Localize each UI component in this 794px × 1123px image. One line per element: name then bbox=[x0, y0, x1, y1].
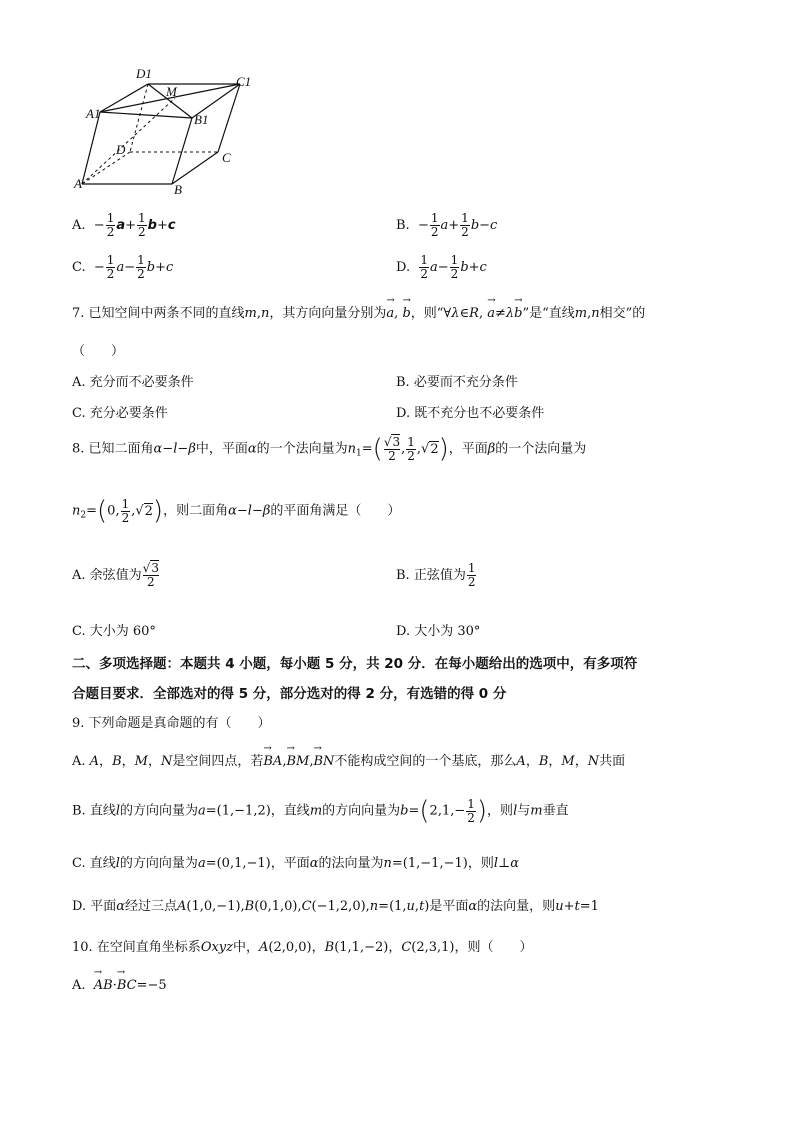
label-A: A bbox=[74, 176, 82, 191]
q9-option-d: D. 平面α经过三点A(1,0,−1),B(0,1,0),C(−1,2,0),n=(1,u,t)是平面α的法向量，则u+t=1 bbox=[72, 899, 599, 914]
section2-header-line2: 合题目要求．全部选对的得 5 分，部分选对的得 2 分，有选错的得 0 分 bbox=[72, 686, 507, 702]
q7-option-a: A. 充分而不必要条件 bbox=[72, 375, 194, 390]
label-A1: A1 bbox=[86, 106, 101, 121]
q8-stem-line1: 8. 已知二面角α−l−β中，平面α的一个法向量为$n_1=$( $\frac{√3}{2}$ , $\frac{1}{2}$ ,√2)，平面β的一个法向量为 bbox=[72, 434, 587, 464]
q10-stem: 10. 在空间直角坐标系Oxyz中，A(2,0,0)，B(1,1,−2)，C(2,3,1)，则（ ） bbox=[72, 940, 533, 955]
label-D: D bbox=[116, 142, 126, 157]
q7-option-d: D. 既不充分也不必要条件 bbox=[396, 406, 545, 421]
label-C1: C1 bbox=[236, 74, 252, 89]
q9-option-b: B. 直线l的方向向量为a=(1,−1,2)，直线m的方向向量为b=(2,1,− $\frac{1}{2}$ )，则l与m垂直 bbox=[72, 796, 569, 826]
q7-stem: 7. 已知空间中两条不同的直线m,n，其方向向量分别为→ a, → b，则“∀λ∈R, → a≠λ→ b”是“直线m,n相交”的 bbox=[72, 302, 645, 321]
q6-option-b: B. − $\frac{1}{2}$ a+ $\frac{1}{2}$ b−c bbox=[396, 211, 498, 239]
label-D1: D1 bbox=[136, 66, 152, 81]
section2-header-line1: 二、多项选择题：本题共 4 小题，每小题 5 分，共 20 分．在每小题给出的选项中，有多项符 bbox=[72, 656, 638, 672]
label-M: M bbox=[166, 84, 177, 99]
q9-option-c: C. 直线l的方向向量为a=(0,1,−1)，平面α的法向量为n=(1,−1,−1)，则l⊥α bbox=[72, 856, 520, 871]
q8-stem-line2: $n_2=(0$, $\frac{1}{2}$ ,√2)，则二面角α−l−β的平面角满足（ ） bbox=[72, 496, 401, 526]
q7-paren: （ ） bbox=[72, 344, 125, 359]
q6-option-a: A. − $\frac{1}{2}$ a+ $\frac{1}{2}$ b+c bbox=[72, 211, 176, 239]
label-B: B bbox=[174, 182, 182, 197]
q9-option-a: A. A，B，M，N是空间四点，若→ BA,→ BM,→ BN不能构成空间的一个基底，那么A，B，M，N共面 bbox=[72, 750, 625, 769]
label-B1: B1 bbox=[194, 112, 209, 127]
q8-option-b: B. 正弦值为 $\frac{1}{2}$ bbox=[396, 561, 476, 589]
q8-option-a: A. 余弦值为 $\frac{√3}{2}$ bbox=[72, 561, 159, 589]
q7-option-c: C. 充分必要条件 bbox=[72, 406, 168, 421]
q7-option-b: B. 必要而不充分条件 bbox=[396, 375, 518, 390]
q8-option-c: C. 大小为 60° bbox=[72, 624, 156, 639]
q10-option-a: A. → AB·→ BC=−5 bbox=[72, 978, 167, 993]
label-C: C bbox=[222, 150, 231, 165]
q9-stem: 9. 下列命题是真命题的有（ ） bbox=[72, 716, 271, 731]
q6-option-c: C. − $\frac{1}{2}$ a− $\frac{1}{2}$ b+c bbox=[72, 253, 174, 281]
q8-option-d: D. 大小为 30° bbox=[396, 624, 481, 639]
q6-option-d: D. $\frac{1}{2}$ a− $\frac{1}{2}$ b+c bbox=[396, 253, 487, 281]
